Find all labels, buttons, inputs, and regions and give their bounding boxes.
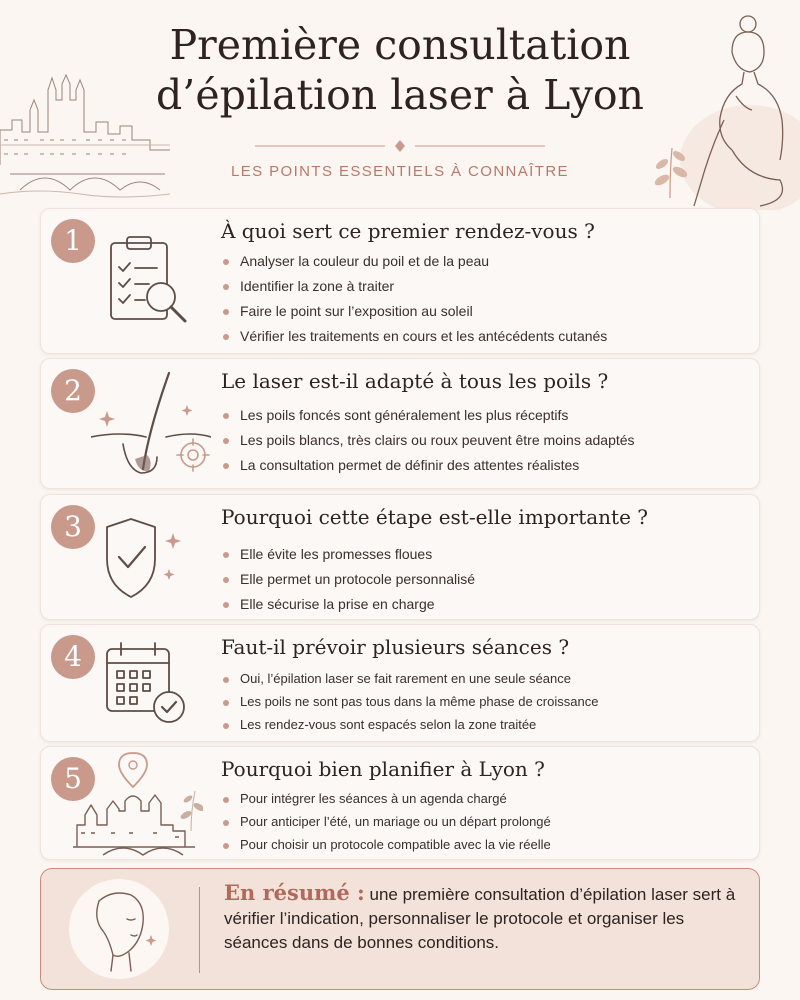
section-number-badge: 1 xyxy=(51,219,95,263)
list-item: Elle évite les promesses floues xyxy=(223,542,475,567)
section-3 xyxy=(40,494,760,620)
list-item: Pour choisir un protocole compatible avec la vie réelle xyxy=(223,833,551,856)
bullet-list xyxy=(223,542,475,617)
list-item: Elle sécurise la prise en charge xyxy=(223,592,475,617)
shield-check-icon xyxy=(101,513,191,608)
woman-face-icon xyxy=(69,879,169,979)
page-title-line-2: d’épilation laser à Lyon xyxy=(156,71,644,119)
list-item: Oui, l’épilation laser se fait rarement en une seule séance xyxy=(223,667,598,690)
section-title: Pourquoi cette étape est-elle importante ? xyxy=(221,505,648,529)
section-title: Pourquoi bien planifier à Lyon ? xyxy=(221,757,545,781)
list-item: Analyser la couleur du poil et de la peau xyxy=(223,249,607,274)
header xyxy=(0,0,800,205)
list-item: Faire le point sur l’exposition au soleil xyxy=(223,299,607,324)
list-item: Elle permet un protocole personnalisé xyxy=(223,567,475,592)
section-number-badge: 4 xyxy=(51,635,95,679)
section-number-badge: 5 xyxy=(51,757,95,801)
section-number-badge: 2 xyxy=(51,369,95,413)
section-title: Le laser est-il adapté à tous les poils ? xyxy=(221,369,609,393)
list-item: Les poils ne sont pas tous dans la même phase de croissance xyxy=(223,690,598,713)
section-4 xyxy=(40,624,760,742)
clipboard-checklist-magnifier-icon xyxy=(103,231,193,331)
page-subtitle: LES POINTS ESSENTIELS À CONNAÎTRE xyxy=(231,163,569,180)
section-1 xyxy=(40,208,760,354)
section-2 xyxy=(40,358,760,489)
list-item: Les rendez-vous sont espacés selon la zone traitée xyxy=(223,713,598,736)
lyon-skyline-icon xyxy=(0,70,170,200)
list-item: Pour anticiper l’été, un mariage ou un départ prolongé xyxy=(223,810,551,833)
section-number-badge: 3 xyxy=(51,505,95,549)
summary-text xyxy=(224,881,744,955)
bullet-list xyxy=(223,403,635,478)
calendar-check-icon xyxy=(103,639,193,729)
summary-box xyxy=(40,868,760,990)
list-item: La consultation permet de définir des attentes réalistes xyxy=(223,453,635,478)
hair-follicle-target-icon xyxy=(91,369,211,484)
bullet-list xyxy=(223,787,551,856)
list-item: Les poils blancs, très clairs ou roux peuvent être moins adaptés xyxy=(223,428,635,453)
list-item: Vérifier les traitements en cours et les antécédents cutanés xyxy=(223,324,607,349)
list-item: Les poils foncés sont généralement les plus réceptifs xyxy=(223,403,635,428)
location-pin-lyon-icon xyxy=(73,751,203,857)
bullet-list xyxy=(223,667,598,736)
summary-label: En résumé : xyxy=(224,880,365,905)
leaf-icon xyxy=(648,140,693,200)
section-5 xyxy=(40,746,760,860)
page-title xyxy=(150,20,650,120)
summary-body: une première consultation d’épilation laser sert à vérifier l’indication, personnaliser le protocole et organiser les séances dans de bonnes conditions. xyxy=(224,885,736,952)
bullet-list xyxy=(223,249,607,349)
summary-face-frame xyxy=(69,879,169,979)
title-divider xyxy=(255,140,545,152)
list-item: Identifier la zone à traiter xyxy=(223,274,607,299)
summary-divider xyxy=(199,887,200,973)
section-title: À quoi sert ce premier rendez-vous ? xyxy=(221,219,595,243)
list-item: Pour intégrer les séances à un agenda chargé xyxy=(223,787,551,810)
page-title-line-1: Première consultation xyxy=(169,21,631,69)
section-title: Faut-il prévoir plusieurs séances ? xyxy=(221,635,570,659)
